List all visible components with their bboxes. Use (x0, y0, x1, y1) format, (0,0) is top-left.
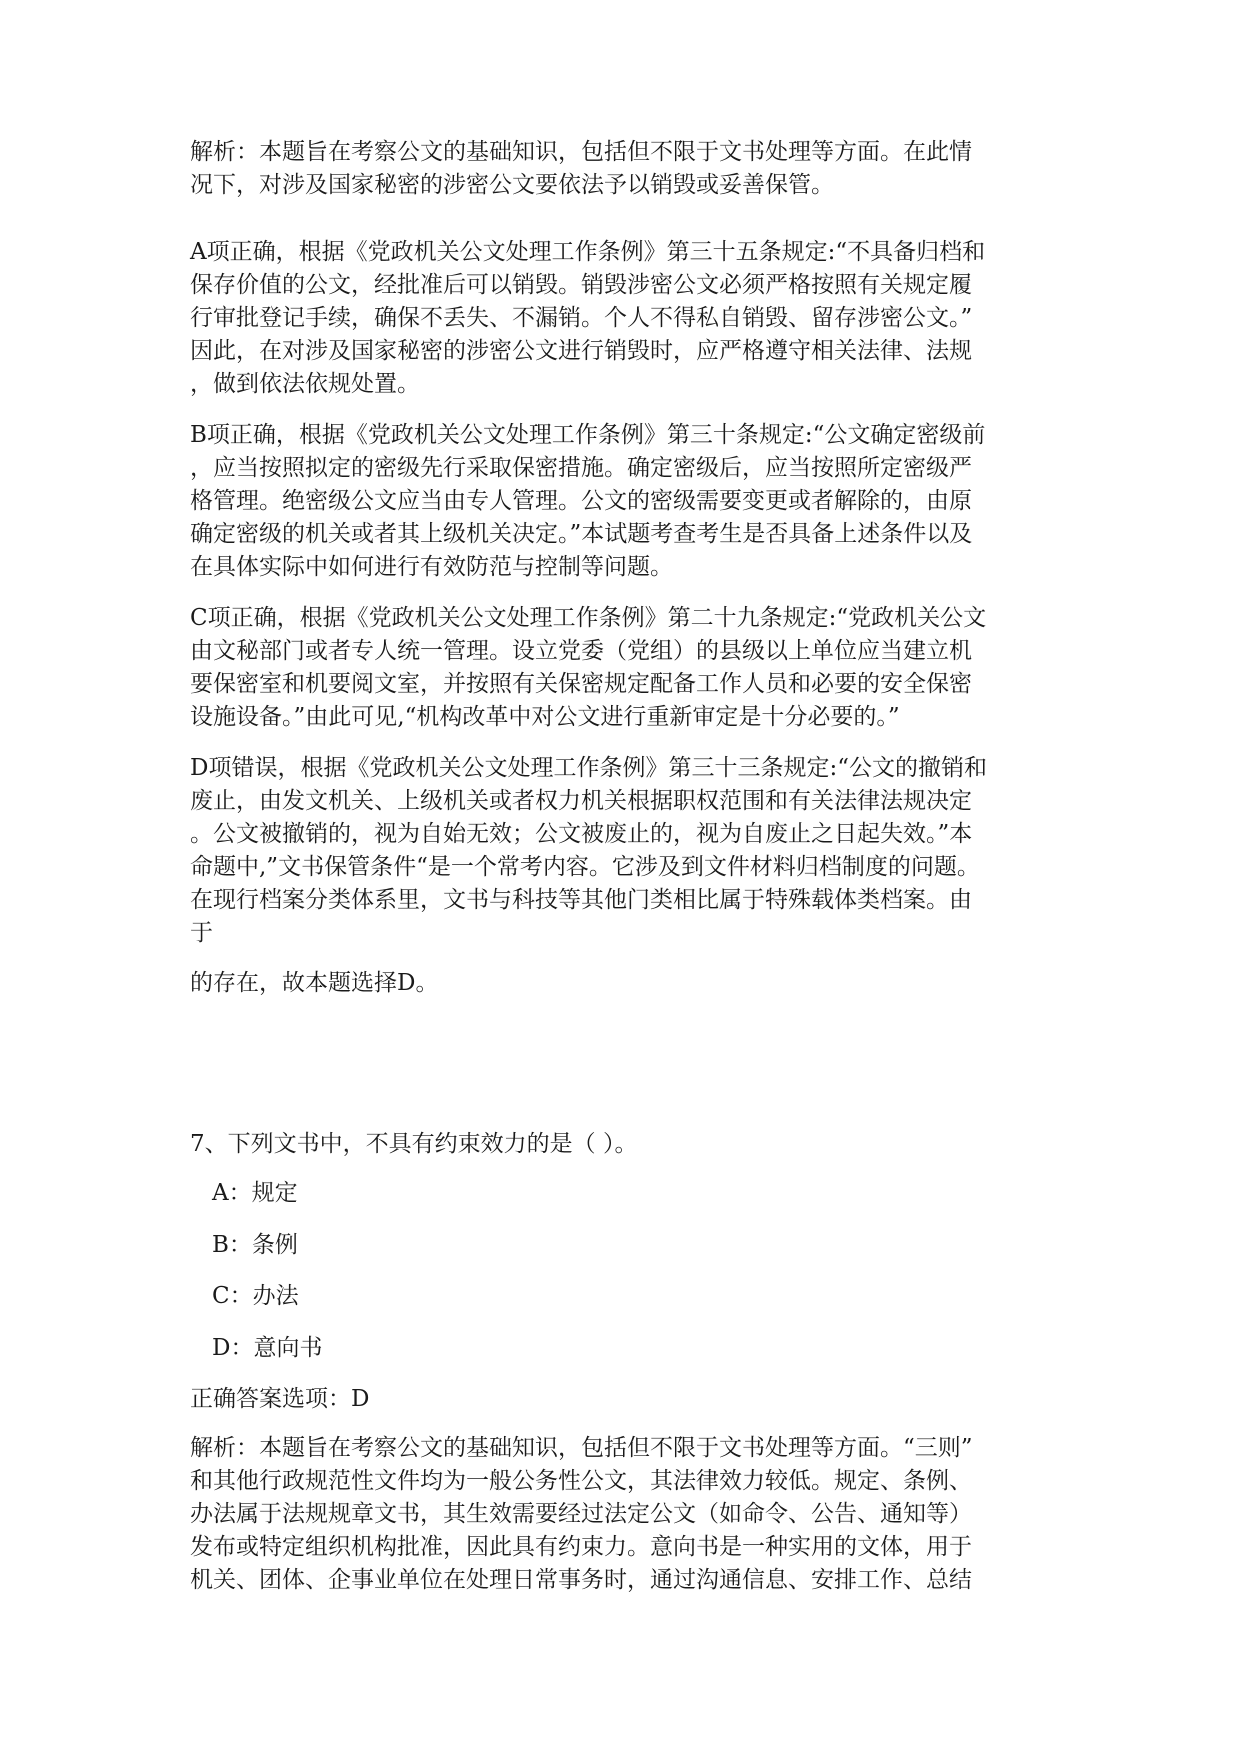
prev-analysis-intro: 解析：本题旨在考察公文的基础知识，包括但不限于文书处理等方面。在此情 况下，对涉及国家秘密的涉密公文要依法予以销毁或妥善保管。 (190, 139, 972, 198)
prev-analysis-conclusion: 的存在，故本题选择D。 (190, 970, 439, 996)
prev-analysis-option-a: A项正确，根据《党政机关公文处理工作条例》第三十五条规定:“不具备归档和 保存价值的公文，经批准后可以销毁。销毁涉密公文必须严格按照有关规定履 行审批登记手续，确保不丢失、不漏销。个人不得私自销毁、留存涉密公文。” 因此，在对涉及国家秘密的涉密公文进行销毁时，应严格遵守相关法律、法规 ，做到依法依规处置。 (190, 239, 986, 397)
question-stem: 7、下列文书中，不具有约束效力的是（ ）。 (190, 1131, 638, 1157)
correct-answer: 正确答案选项：D (190, 1386, 370, 1412)
prev-analysis-option-d: D项错误，根据《党政机关公文处理工作条例》第三十三条规定:“公文的撤销和 废止，由发文机关、上级机关或者权力机关根据职权范围和有关法律法规决定 。公文被撤销的，视为自始无效；公文被废止的，视为自废止之日起失效。”本 命题中,”文书保管条件“是一个常考内容。它涉及到文件材料归档制度的问题。 在现行档案分类体系里，文书与科技等其他门类相比属于特殊载体类档案。由 于 (190, 755, 987, 946)
option-d: D：意向书 (212, 1335, 323, 1361)
question-analysis: 解析：本题旨在考察公文的基础知识，包括但不限于文书处理等方面。“三则” 和其他行政规范性文件均为一般公务性公文，其法律效力较低。规定、条例、 办法属于法规规章文书，其生效需要经过法定公文（如命令、公告、通知等） 发布或特定组织机构批准，因此具有约束力。意向书是一种实用的文体，用于 机关、团体、企事业单位在处理日常事务时，通过沟通信息、安排工作、总结 (190, 1435, 973, 1593)
option-c: C：办法 (212, 1283, 299, 1309)
prev-analysis-option-c: C项正确，根据《党政机关公文处理工作条例》第二十九条规定:“党政机关公文 由文秘部门或者专人统一管理。设立党委（党组）的县级以上单位应当建立机 要保密室和机要阅文室，并按照有关保密规定配备工作人员和必要的安全保密 设施设备。”由此可见,“机构改革中对公文进行重新审定是十分必要的。” (190, 605, 987, 730)
option-a: A：规定 (212, 1180, 298, 1206)
prev-analysis-option-b: B项正确，根据《党政机关公文处理工作条例》第三十条规定:“公文确定密级前 ，应当按照拟定的密级先行采取保密措施。确定密级后，应当按照所定密级严 格管理。绝密级公文应当由专人管理。公文的密级需要变更或者解除的，由原 确定密级的机关或者其上级机关决定。”本试题考查考生是否具备上述条件以及 在具体实际中如何进行有效防范与控制等问题。 (190, 422, 986, 580)
option-b: B：条例 (212, 1232, 298, 1258)
